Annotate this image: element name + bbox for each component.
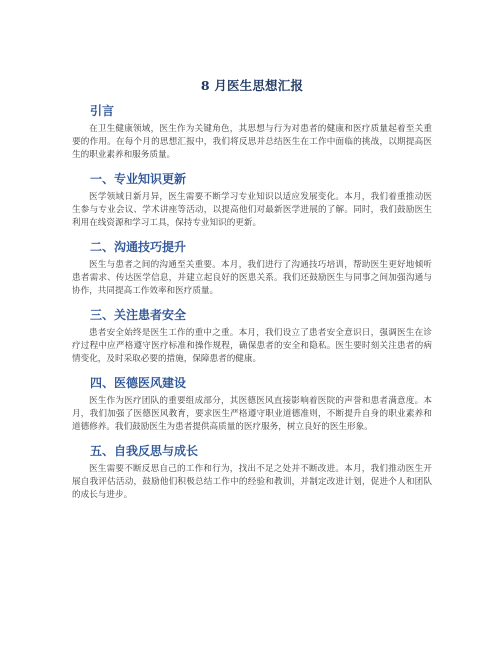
section-intro (72, 103, 432, 162)
section-body: 在卫生健康领域，医生作为关键角色，其思想与行为对患者的健康和医疗质量起着至关重要的作用。在每个月的思想汇报中，我们将反思并总结医生在工作中面临的挑战，以期提高医生的职业素养和服务质量。 (72, 124, 432, 160)
section-knowledge-update (72, 171, 432, 230)
section-heading: 一、专业知识更新 (90, 172, 187, 186)
section-body: 医生与患者之间的沟通至关重要。本月，我们进行了沟通技巧培训，帮助医生更好地倾听患者需求、传达医学信息，并建立起良好的医患关系。我们还鼓励医生与同事之间加强沟通与协作，共同提高工作效率和医疗质量。 (72, 260, 432, 296)
section-medical-ethics (72, 375, 432, 434)
section-body: 医生需要不断反思自己的工作和行为，找出不足之处并不断改进。本月，我们推动医生开展自我评估活动，鼓励他们积极总结工作中的经验和教训，并制定改进计划，促进个人和团队的成长与进步。 (72, 464, 432, 500)
document-page (72, 78, 432, 511)
section-heading: 五、自我反思与成长 (90, 444, 199, 458)
section-body: 医生作为医疗团队的重要组成部分，其医德医风直接影响着医院的声誉和患者满意度。本月，我们加强了医德医风教育，要求医生严格遵守职业道德准则，不断提升自身的职业素养和道德修养。我们鼓励医生为患者提供高质量的医疗服务，树立良好的医生形象。 (72, 396, 432, 432)
section-patient-safety (72, 307, 432, 366)
section-heading: 引言 (90, 104, 115, 118)
section-communication (72, 239, 432, 298)
section-body: 患者安全始终是医生工作的重中之重。本月，我们设立了患者安全意识日，强调医生在诊疗过程中应严格遵守医疗标准和操作规程，确保患者的安全和隐私。医生要时刻关注患者的病情变化，及时采取必要的措施，保障患者的健康。 (72, 328, 432, 364)
section-self-reflection (72, 443, 432, 502)
section-heading: 二、沟通技巧提升 (90, 240, 187, 254)
section-heading: 三、关注患者安全 (90, 308, 187, 322)
section-heading: 四、医德医风建设 (90, 376, 187, 390)
document-title: 8 月医生思想汇报 (200, 78, 304, 93)
section-body: 医学领域日新月异，医生需要不断学习专业知识以适应发展变化。本月，我们着重推动医生参与专业会议、学术讲座等活动，以提高他们对最新医学进展的了解。同时，我们鼓励医生利用在线资源和学习工具，保持专业知识的更新。 (72, 192, 432, 228)
